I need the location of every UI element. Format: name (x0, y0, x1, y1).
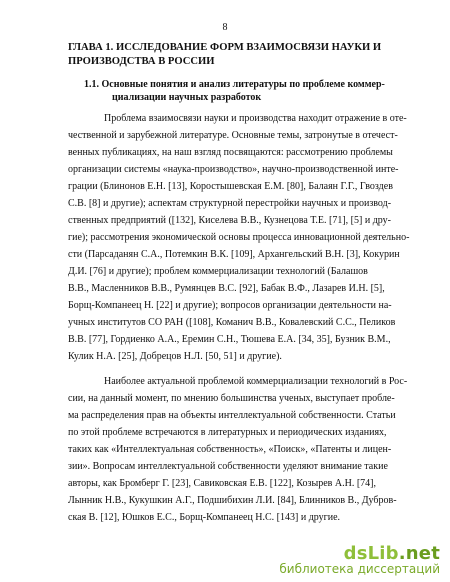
text-line: В.В. [77], Гордиенко А.А., Еремин С.Н., Тюшева Е.А. [34, 35], Бузник В.М., (68, 334, 391, 345)
text-line: учных институтов СО РАН ([108], Команич В.В., Ковалевский С.С., Пеликов (68, 317, 396, 328)
text-line: таких как «Интеллектуальная собственность», «Поиск», «Патенты и лицен- (68, 444, 392, 455)
text-line: зии». Вопросам интеллектуальной собственности уделяют внимание такие (68, 461, 388, 472)
text-line: венных публикациях, на наш взгляд посвящаются: рассмотрению проблемы (68, 147, 393, 158)
text-line: сии, на данный момент, по мнению большинства ученых, выступает пробле- (68, 393, 395, 404)
text-line: по этой проблеме встречаются в литературных и периодических изданиях, (68, 427, 387, 438)
text-line: грации (Блинонов Е.Н. [13], Коростышевская Е.М. [80], Балаян Г.Г., Гвоздев (68, 181, 393, 192)
text-line: Проблема взаимосвязи науки и производства находит отражение в оте- (104, 113, 407, 124)
watermark-tagline: библиотека диссертаций (279, 562, 440, 576)
text-line: гие); рассмотрения экономической основы процесса инновационной деятельно- (68, 232, 410, 243)
page-number: 8 (222, 22, 228, 33)
section-title-line-2: циализации научных разработок (112, 91, 262, 103)
logo-left: dsLib (343, 543, 399, 564)
chapter-title (68, 41, 388, 69)
section-title-line-1: 1.1. Основные понятия и анализ литературы по проблеме коммер- (84, 79, 385, 90)
section-title (84, 79, 404, 104)
text-line: ская В. [12], Юшков Е.С., Борщ-Компанеец Н.С. [143] и другие. (68, 512, 341, 523)
dslib-logo (279, 543, 440, 564)
text-line: Д.И. [76] и другие); проблем коммерциализации технологий (Балашов (68, 266, 368, 277)
text-line: авторы, как Бромберг Г. [23], Савиковская Е.В. [122], Козырев А.Н. [74], (68, 478, 376, 489)
chapter-title-line-2: ПРОИЗВОДСТВА В РОССИИ (68, 56, 215, 67)
paragraph-1 (68, 110, 410, 365)
text-line: Кулик Н.А. [25], Добрецов Н.Л. [50, 51] и другие). (68, 351, 282, 362)
text-line: Борщ-Компанеец Н. [22] и другие); вопросов организации деятельности на- (68, 300, 392, 311)
text-line: ственных предприятий ([132], Киселева В.В., Кузнецова Т.Е. [71], [5] и дру- (68, 215, 391, 226)
text-line: Лынник Н.В., Кукушкин А.Г., Подшибихин Л.И. [84], Блинников В., Дубров- (68, 495, 397, 506)
paragraph-2 (68, 373, 410, 526)
chapter-title-line-1: ГЛАВА 1. ИССЛЕДОВАНИЕ ФОРМ ВЗАИМОСВЯЗИ НАУКИ И (68, 42, 382, 53)
text-line: ма распределения прав на объекты интеллектуальной собственности. Статьи (68, 410, 396, 421)
text-line: сти (Парсаданян С.А., Потемкин В.К. [109], Архангельский В.Н. [3], Кокурин (68, 249, 400, 260)
text-line: чественной и зарубежной литературе. Основные темы, затронутые в отечест- (68, 130, 398, 141)
text-line: Наиболее актуальной проблемой коммерциализации технологий в Рос- (104, 376, 408, 387)
text-line: В.В., Масленников В.В., Румянцев В.С. [92], Бабак В.Ф., Лазарев И.Н. [5], (68, 283, 385, 294)
text-line: организации системы «наука-производство», научно-производственной инте- (68, 164, 399, 175)
dslib-watermark (279, 543, 440, 576)
text-line: С.В. [8] и другие); аспектам структурной перестройки научных и производ- (68, 198, 392, 209)
logo-right: .net (398, 543, 440, 564)
